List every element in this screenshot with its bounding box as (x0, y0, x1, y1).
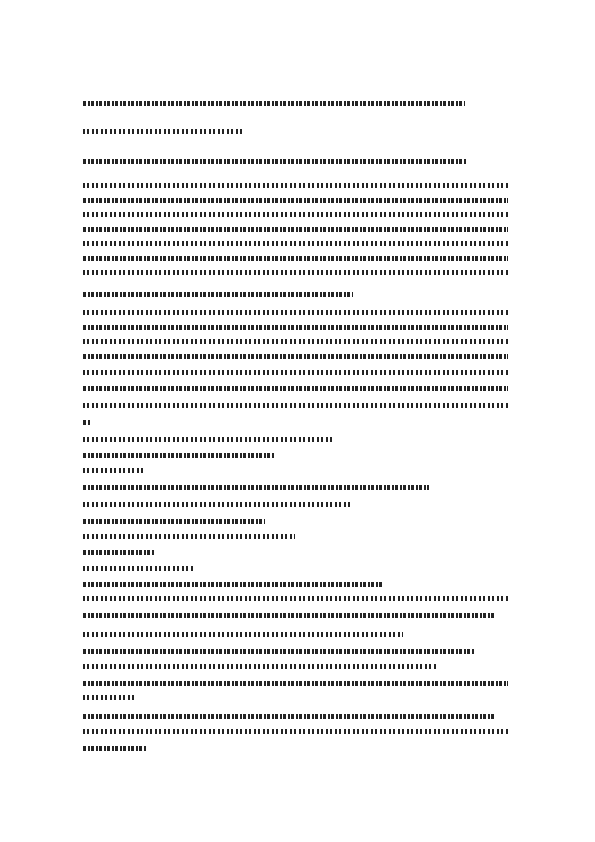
subtitle-line (83, 129, 243, 134)
text-line (83, 534, 295, 539)
text-line (83, 519, 265, 524)
text-line (83, 596, 508, 601)
document-title (0, 0, 1, 1)
text-line (83, 714, 495, 719)
legibility-note (0, 0, 1, 1)
text-line (83, 420, 91, 425)
text-line (83, 370, 508, 375)
text-line (83, 212, 508, 217)
document-body (0, 0, 1, 1)
text-line (83, 468, 143, 473)
text-line (83, 403, 508, 408)
text-line (83, 292, 353, 297)
text-line (83, 649, 475, 654)
text-line (83, 613, 495, 618)
text-line (83, 566, 193, 571)
text-line (83, 664, 437, 669)
text-line (83, 485, 429, 490)
text-line (83, 502, 351, 507)
text-line (83, 339, 508, 344)
text-line (83, 310, 508, 315)
text-line (83, 681, 508, 686)
text-line (83, 227, 508, 232)
text-line (83, 632, 403, 637)
text-line (83, 241, 508, 246)
text-line (83, 695, 135, 700)
text-line (83, 582, 383, 587)
text-line (83, 256, 508, 261)
text-line (83, 453, 275, 458)
text-line (83, 183, 508, 188)
title-line (83, 101, 465, 106)
text-line (83, 325, 508, 330)
text-line (83, 198, 508, 203)
text-line (83, 354, 508, 359)
text-line (83, 159, 467, 164)
text-line (83, 386, 508, 391)
text-line (83, 437, 335, 442)
text-line (83, 270, 508, 275)
text-line (83, 746, 147, 751)
text-line (83, 550, 155, 555)
text-line (83, 729, 508, 734)
